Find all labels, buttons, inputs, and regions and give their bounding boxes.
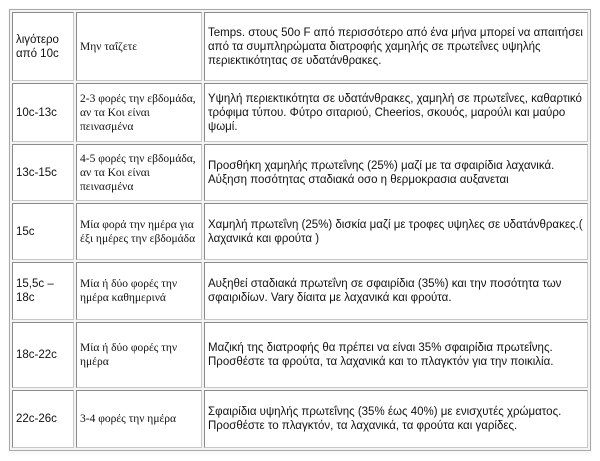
table-row bbox=[12, 144, 588, 201]
table-row bbox=[12, 262, 588, 320]
diet-cell: Χαμηλή πρωτεΐνη (25%) δισκία μαζί με τροφες υψηλες σε υδατάνθρακες.( λαχανικά και φρούτα ) bbox=[204, 203, 588, 260]
frequency-cell: Μία φορά την ημέρα για έξι ημέρες την εβδομάδα bbox=[76, 203, 202, 260]
table-row bbox=[12, 390, 588, 448]
diet-cell: Αυξηθεί σταδιακά πρωτεΐνη σε σφαιρίδια (35%) και την ποσότητα των σφαιριδίων. Vary δίαιτα με λαχανικά και φρούτα. bbox=[204, 262, 588, 320]
temperature-cell: 18c-22c bbox=[12, 322, 74, 388]
temperature-cell: 15,5c – 18c bbox=[12, 262, 74, 320]
feeding-table bbox=[9, 9, 591, 451]
frequency-cell: Μία ή δύο φορές την ημέρα καθημερινά bbox=[76, 262, 202, 320]
frequency-cell: 2-3 φορές την εβδομάδα, αν τα Κοι είναι πεινασμένα bbox=[76, 83, 202, 142]
diet-cell: Μαζική της διατροφής θα πρέπει να είναι 35% σφαιρίδια πρωτεΐνης. Προσθέστε τα φρούτα, τα λαχανικά και το πλαγκτόν για την ποικιλία. bbox=[204, 322, 588, 388]
temperature-cell: 10c-13c bbox=[12, 83, 74, 142]
diet-cell: Προσθήκη χαμηλής πρωτεΐνης (25%) μαζί με τα σφαιρίδια λαχανικά. Αύξηση ποσότητας σταδιακά οσο η θερμοκρασια αυξανεται bbox=[204, 144, 588, 201]
diet-cell: Temps. στους 50ο F από περισσότερο από ένα μήνα μπορεί να απαιτήσει από τα συμπληρώματα διατροφής χαμηλής σε πρωτεΐνες υψηλής περιεκτικότητας σε υδατάνθρακες. bbox=[204, 12, 588, 81]
temperature-cell: 22c-26c bbox=[12, 390, 74, 448]
temperature-cell: 15c bbox=[12, 203, 74, 260]
temperature-cell: λιγότερο από 10c bbox=[12, 12, 74, 81]
table-row bbox=[12, 12, 588, 81]
frequency-cell: 3-4 φορές την ημέρα bbox=[76, 390, 202, 448]
temperature-cell: 13c-15c bbox=[12, 144, 74, 201]
table-row bbox=[12, 322, 588, 388]
frequency-cell: Μην ταΐζετε bbox=[76, 12, 202, 81]
diet-cell: Σφαιρίδια υψηλής πρωτεΐνης (35% έως 40%) με ενισχυτές χρώματος. Προσθέστε το πλαγκτόν, τα λαχανικά, τα φρούτα και γαρίδες. bbox=[204, 390, 588, 448]
table-row bbox=[12, 203, 588, 260]
diet-cell: Υψηλή περιεκτικότητα σε υδατάνθρακες, χαμηλή σε πρωτεΐνες, καθαρτικό τρόφιμα τύπου. Φύτρο σιταριού, Cheerios, σκουός, μαρούλι και μαύρο ψωμί. bbox=[204, 83, 588, 142]
frequency-cell: Μία ή δύο φορές την ημέρα bbox=[76, 322, 202, 388]
table-row bbox=[12, 83, 588, 142]
frequency-cell: 4-5 φορές την εβδομάδα, αν τα Κοι είναι πεινασμένα bbox=[76, 144, 202, 201]
